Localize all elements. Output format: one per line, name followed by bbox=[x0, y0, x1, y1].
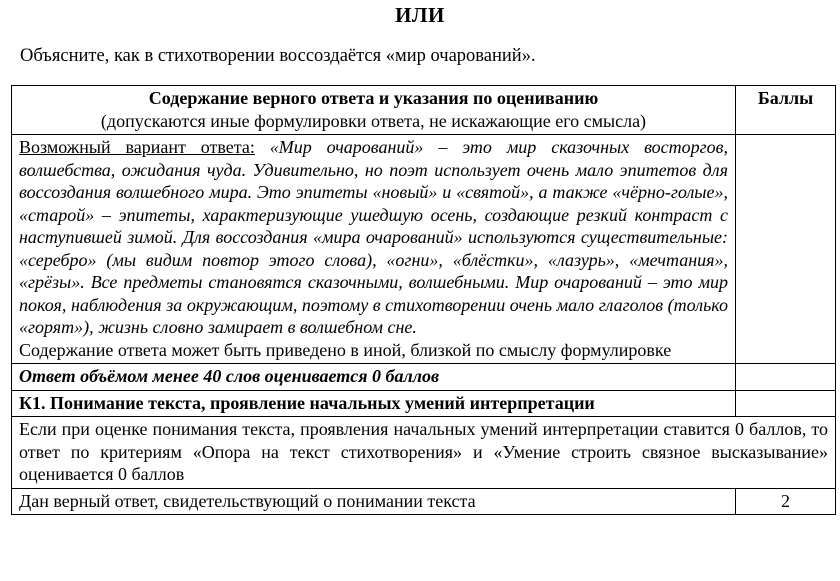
sample-score-cell bbox=[736, 135, 836, 364]
header-content-cell bbox=[12, 86, 736, 135]
sample-answer-row bbox=[12, 135, 836, 364]
criterion-rule-row bbox=[12, 417, 836, 489]
sample-answer-note: Содержание ответа может быть приведено в иной, близкой по смыслу формулировке bbox=[19, 339, 672, 360]
criterion-rule-text: Если при оценке понимания текста, проявления начальных умений интерпретации ставится 0 баллов, то ответ по критериям «Опора на текст стихотворения» и «Умение строить связное высказывание» оценивается 0 баллов bbox=[12, 417, 836, 489]
volume-rule-text: Ответ объёмом менее 40 слов оценивается 0 баллов bbox=[12, 364, 736, 391]
score-row bbox=[12, 488, 836, 515]
sample-answer-body: «Мир очарований» – это мир сказочных восторгов, волшебства, ожидания чуда. Удивительно, но поэт использует очень мало эпитетов для воссоздания волшебного мира. Это эпитеты «новый» и «святой», а также «чёрно-голые», «старой» – эпитеты, характеризующие ушедшую осень, создающие резкий контраст с наступившей зимой. Для воссоздания «мира очарований» используются существительные: «серебро» (мы видим повтор этого слова), «огни», «блёстки», «лазурь», «мечтания», «грёзы». Все предметы становятся сказочными, волшебными. Мир очарований – это мир покоя, наблюдения за окружающим, поэтому в стихотворении очень мало глаголов (только «горят»), жизнь словно замирает в волшебном сне. bbox=[19, 137, 728, 337]
header-row bbox=[12, 86, 836, 135]
volume-rule-row bbox=[12, 364, 836, 391]
sample-answer-cell bbox=[12, 135, 736, 364]
volume-rule-score-cell bbox=[736, 364, 836, 391]
criterion-score-cell bbox=[736, 390, 836, 417]
header-score-label: Баллы bbox=[736, 86, 836, 135]
criterion-title: К1. Понимание текста, проявление начальных умений интерпретации bbox=[12, 390, 736, 417]
score-row-value: 2 bbox=[736, 488, 836, 515]
sample-answer-lead: Возможный вариант ответа: bbox=[19, 137, 255, 157]
header-title: Содержание верного ответа и указания по оцениванию bbox=[148, 88, 599, 108]
header-subtitle: (допускаются иные формулировки ответа, не искажающие его смысла) bbox=[100, 110, 647, 131]
separator-heading: ИЛИ bbox=[395, 3, 445, 27]
criterion-title-row bbox=[12, 390, 836, 417]
score-row-text: Дан верный ответ, свидетельствующий о понимании текста bbox=[12, 488, 736, 515]
question-text: Объясните, как в стихотворении воссоздаётся «мир очарований». bbox=[20, 46, 536, 66]
assessment-table bbox=[11, 85, 836, 515]
